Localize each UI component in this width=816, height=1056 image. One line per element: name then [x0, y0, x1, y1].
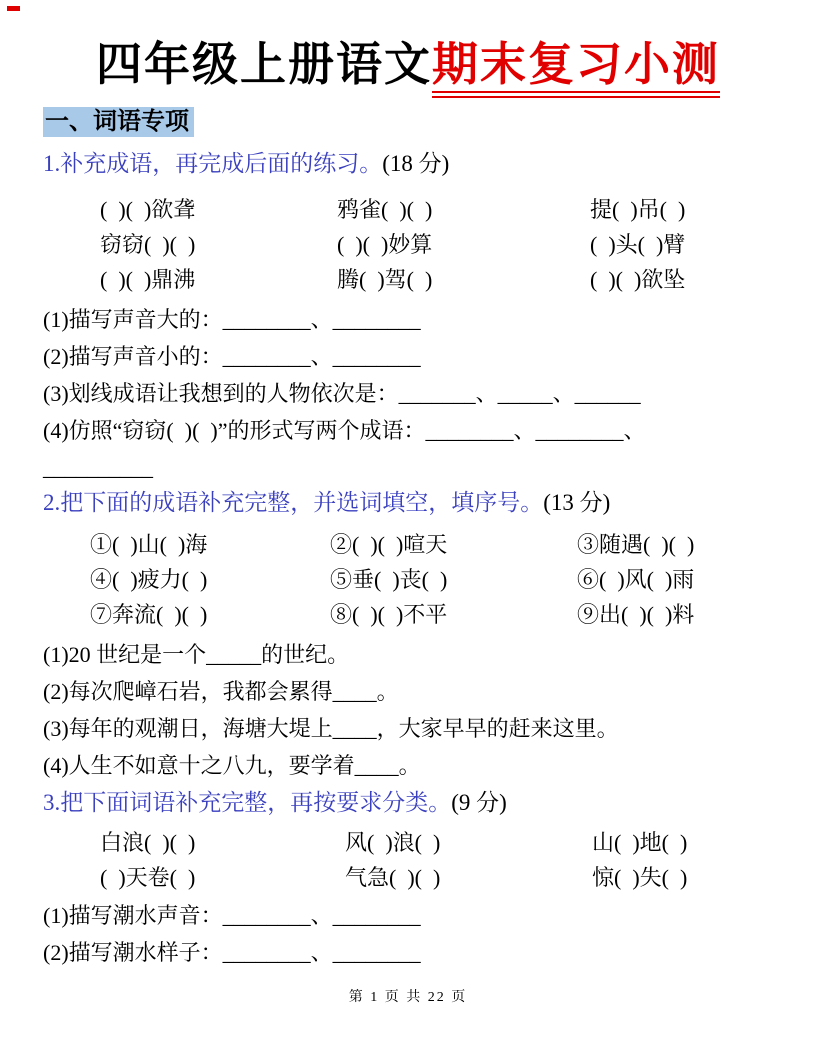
grid-row — [43, 860, 773, 895]
idiom-cell: ( )天卷( ) — [100, 865, 196, 890]
question-2-label — [43, 486, 773, 519]
grid-row — [43, 227, 773, 262]
idiom-cell: 惊( )失( ) — [592, 865, 688, 890]
idiom-cell: 提( )吊( ) — [590, 197, 686, 222]
idiom-cell: ③随遇( )( ) — [577, 532, 695, 557]
question-3-text: 3.把下面词语补充完整，再按要求分类。 — [43, 790, 452, 815]
idiom-cell: 气急( )( ) — [345, 865, 441, 890]
idiom-cell: 风( )浪( ) — [345, 830, 441, 855]
idiom-cell: ②( )( )喧天 — [330, 532, 448, 557]
idiom-cell: ⑦奔流( )( ) — [90, 602, 208, 627]
question-1-text: 1.补充成语，再完成后面的练习。 — [43, 151, 383, 176]
question-1-label — [43, 147, 773, 180]
grid-row — [43, 527, 773, 562]
question-1-idiom-grid — [43, 192, 773, 297]
idiom-cell: ④( )疲力( ) — [90, 567, 208, 592]
sub-question: (3)划线成语让我想到的人物依次是：_______、_____、______ — [43, 381, 641, 406]
page-title — [43, 36, 773, 94]
question-2-points: (13 分) — [543, 490, 611, 515]
question-2-subquestions — [43, 636, 773, 784]
idiom-cell: ( )( )欲坠 — [590, 267, 686, 292]
sub-question: (1)描写声音大的：________、________ — [43, 307, 421, 332]
idiom-cell: ①( )山( )海 — [90, 532, 208, 557]
question-3-points: (9 分) — [451, 790, 507, 815]
corner-red-mark — [7, 6, 20, 11]
question-1-points: (18 分) — [382, 151, 450, 176]
question-3-label — [43, 786, 773, 819]
idiom-cell: ⑤垂( )丧( ) — [330, 567, 448, 592]
question-1-subquestions — [43, 301, 773, 486]
grid-row — [43, 562, 773, 597]
grid-row — [43, 192, 773, 227]
grid-row — [43, 262, 773, 297]
question-2-idiom-grid — [43, 527, 773, 632]
section-heading-row — [43, 106, 773, 139]
sub-question-continuation: __________ — [43, 455, 153, 480]
page-footer: 第 1 页 共 22 页 — [348, 990, 468, 1005]
idiom-cell: ( )( )鼎沸 — [100, 267, 196, 292]
sub-question: (4)仿照“窃窃( )( )”的形式写两个成语：________、________、 — [43, 418, 646, 443]
sub-question: (2)每次爬嶂石岩，我都会累得____。 — [43, 679, 399, 704]
title-red-part: 期末复习小测 — [432, 39, 720, 98]
question-2-text: 2.把下面的成语补充完整，并选词填空，填序号。 — [43, 490, 544, 515]
idiom-cell: ⑨出( )( )料 — [577, 602, 695, 627]
question-3-subquestions — [43, 897, 773, 971]
title-black-part: 四年级上册语文 — [96, 39, 432, 90]
idiom-cell: 山( )地( ) — [592, 830, 688, 855]
section-heading: 一、词语专项 — [43, 107, 194, 137]
idiom-cell: 鸦雀( )( ) — [337, 197, 433, 222]
sub-question: (1)描写潮水声音：________、________ — [43, 903, 421, 928]
sub-question: (3)每年的观潮日，海塘大堤上____，大家早早的赶来这里。 — [43, 716, 619, 741]
idiom-cell: ⑧( )( )不平 — [330, 602, 448, 627]
sub-question: (2)描写声音小的：________、________ — [43, 344, 421, 369]
sub-question: (2)描写潮水样子：________、________ — [43, 940, 421, 965]
idiom-cell: 白浪( )( ) — [100, 830, 196, 855]
idiom-cell: ( )( )妙算 — [337, 232, 433, 257]
idiom-cell: ( )头( )臂 — [590, 232, 686, 257]
idiom-cell: ⑥( )风( )雨 — [577, 567, 695, 592]
idiom-cell: ( )( )欲聋 — [100, 197, 196, 222]
sub-question: (1)20 世纪是一个_____的世纪。 — [43, 642, 350, 667]
idiom-cell: 窃窃( )( ) — [100, 232, 196, 257]
grid-row — [43, 825, 773, 860]
idiom-cell: 腾( )驾( ) — [337, 267, 433, 292]
grid-row — [43, 597, 773, 632]
question-3-idiom-grid — [43, 825, 773, 895]
sub-question: (4)人生不如意十之八九，要学着____。 — [43, 753, 421, 778]
